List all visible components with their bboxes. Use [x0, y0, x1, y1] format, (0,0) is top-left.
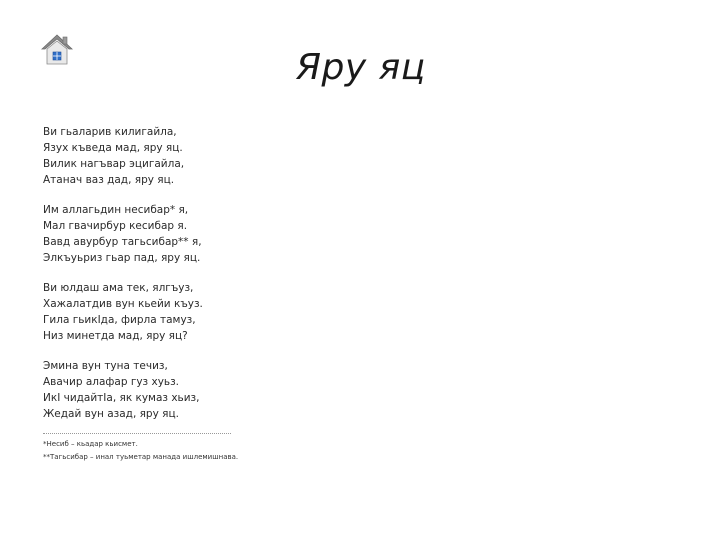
- stanza-1: [43, 124, 343, 188]
- home-icon-graphic: [38, 32, 76, 68]
- poem-text: [43, 124, 343, 436]
- poem-line: Эмина вун туна течиз,: [43, 360, 168, 372]
- poem-line: Авачир алафар гуз хуьз.: [43, 376, 180, 388]
- poem-line: Хажалатдив вун кьейи къуз.: [43, 298, 203, 310]
- home-icon[interactable]: [38, 32, 76, 68]
- poem-line: Мал гвачирбур кесибар я.: [43, 220, 188, 232]
- poem-line: Ви юлдаш ама тек, ялгъуз,: [43, 282, 194, 294]
- poem-line: Вавд авурбур тагьсибар** я,: [43, 236, 202, 248]
- stanza-4: [43, 358, 343, 422]
- poem-line: Атанач ваз дад, яру яц.: [43, 174, 175, 186]
- page-title: Яру яц: [296, 47, 426, 88]
- poem-line: Вилик нагъвар эцигайла,: [43, 158, 185, 170]
- poem-line: Гила гьикIда, фирла тамуз,: [43, 314, 196, 326]
- poem-line: Элкъуьриз гьар пад, яру яц.: [43, 252, 201, 264]
- footnote-separator: [43, 433, 231, 434]
- poem-line: Низ минетда мад, яру яц?: [43, 330, 188, 342]
- footnote-2: **Тагьсибар – инал туьметар манада ишлемишнава.: [43, 453, 239, 461]
- poem-line: Язух къведа мад, яру яц.: [43, 142, 183, 154]
- stanza-2: [43, 202, 343, 266]
- stanza-3: [43, 280, 343, 344]
- poem-line: Им аллагьдин несибар* я,: [43, 204, 189, 216]
- footnotes: [43, 438, 238, 464]
- poem-line: ИкI чидайтIа, як кумаз хьиз,: [43, 392, 200, 404]
- poem-line: Ви гьаларив килигайла,: [43, 126, 177, 138]
- footnote-1: *Несиб – кьадар кьисмет.: [43, 440, 138, 448]
- poem-line: Жедай вун азад, яру яц.: [43, 408, 179, 420]
